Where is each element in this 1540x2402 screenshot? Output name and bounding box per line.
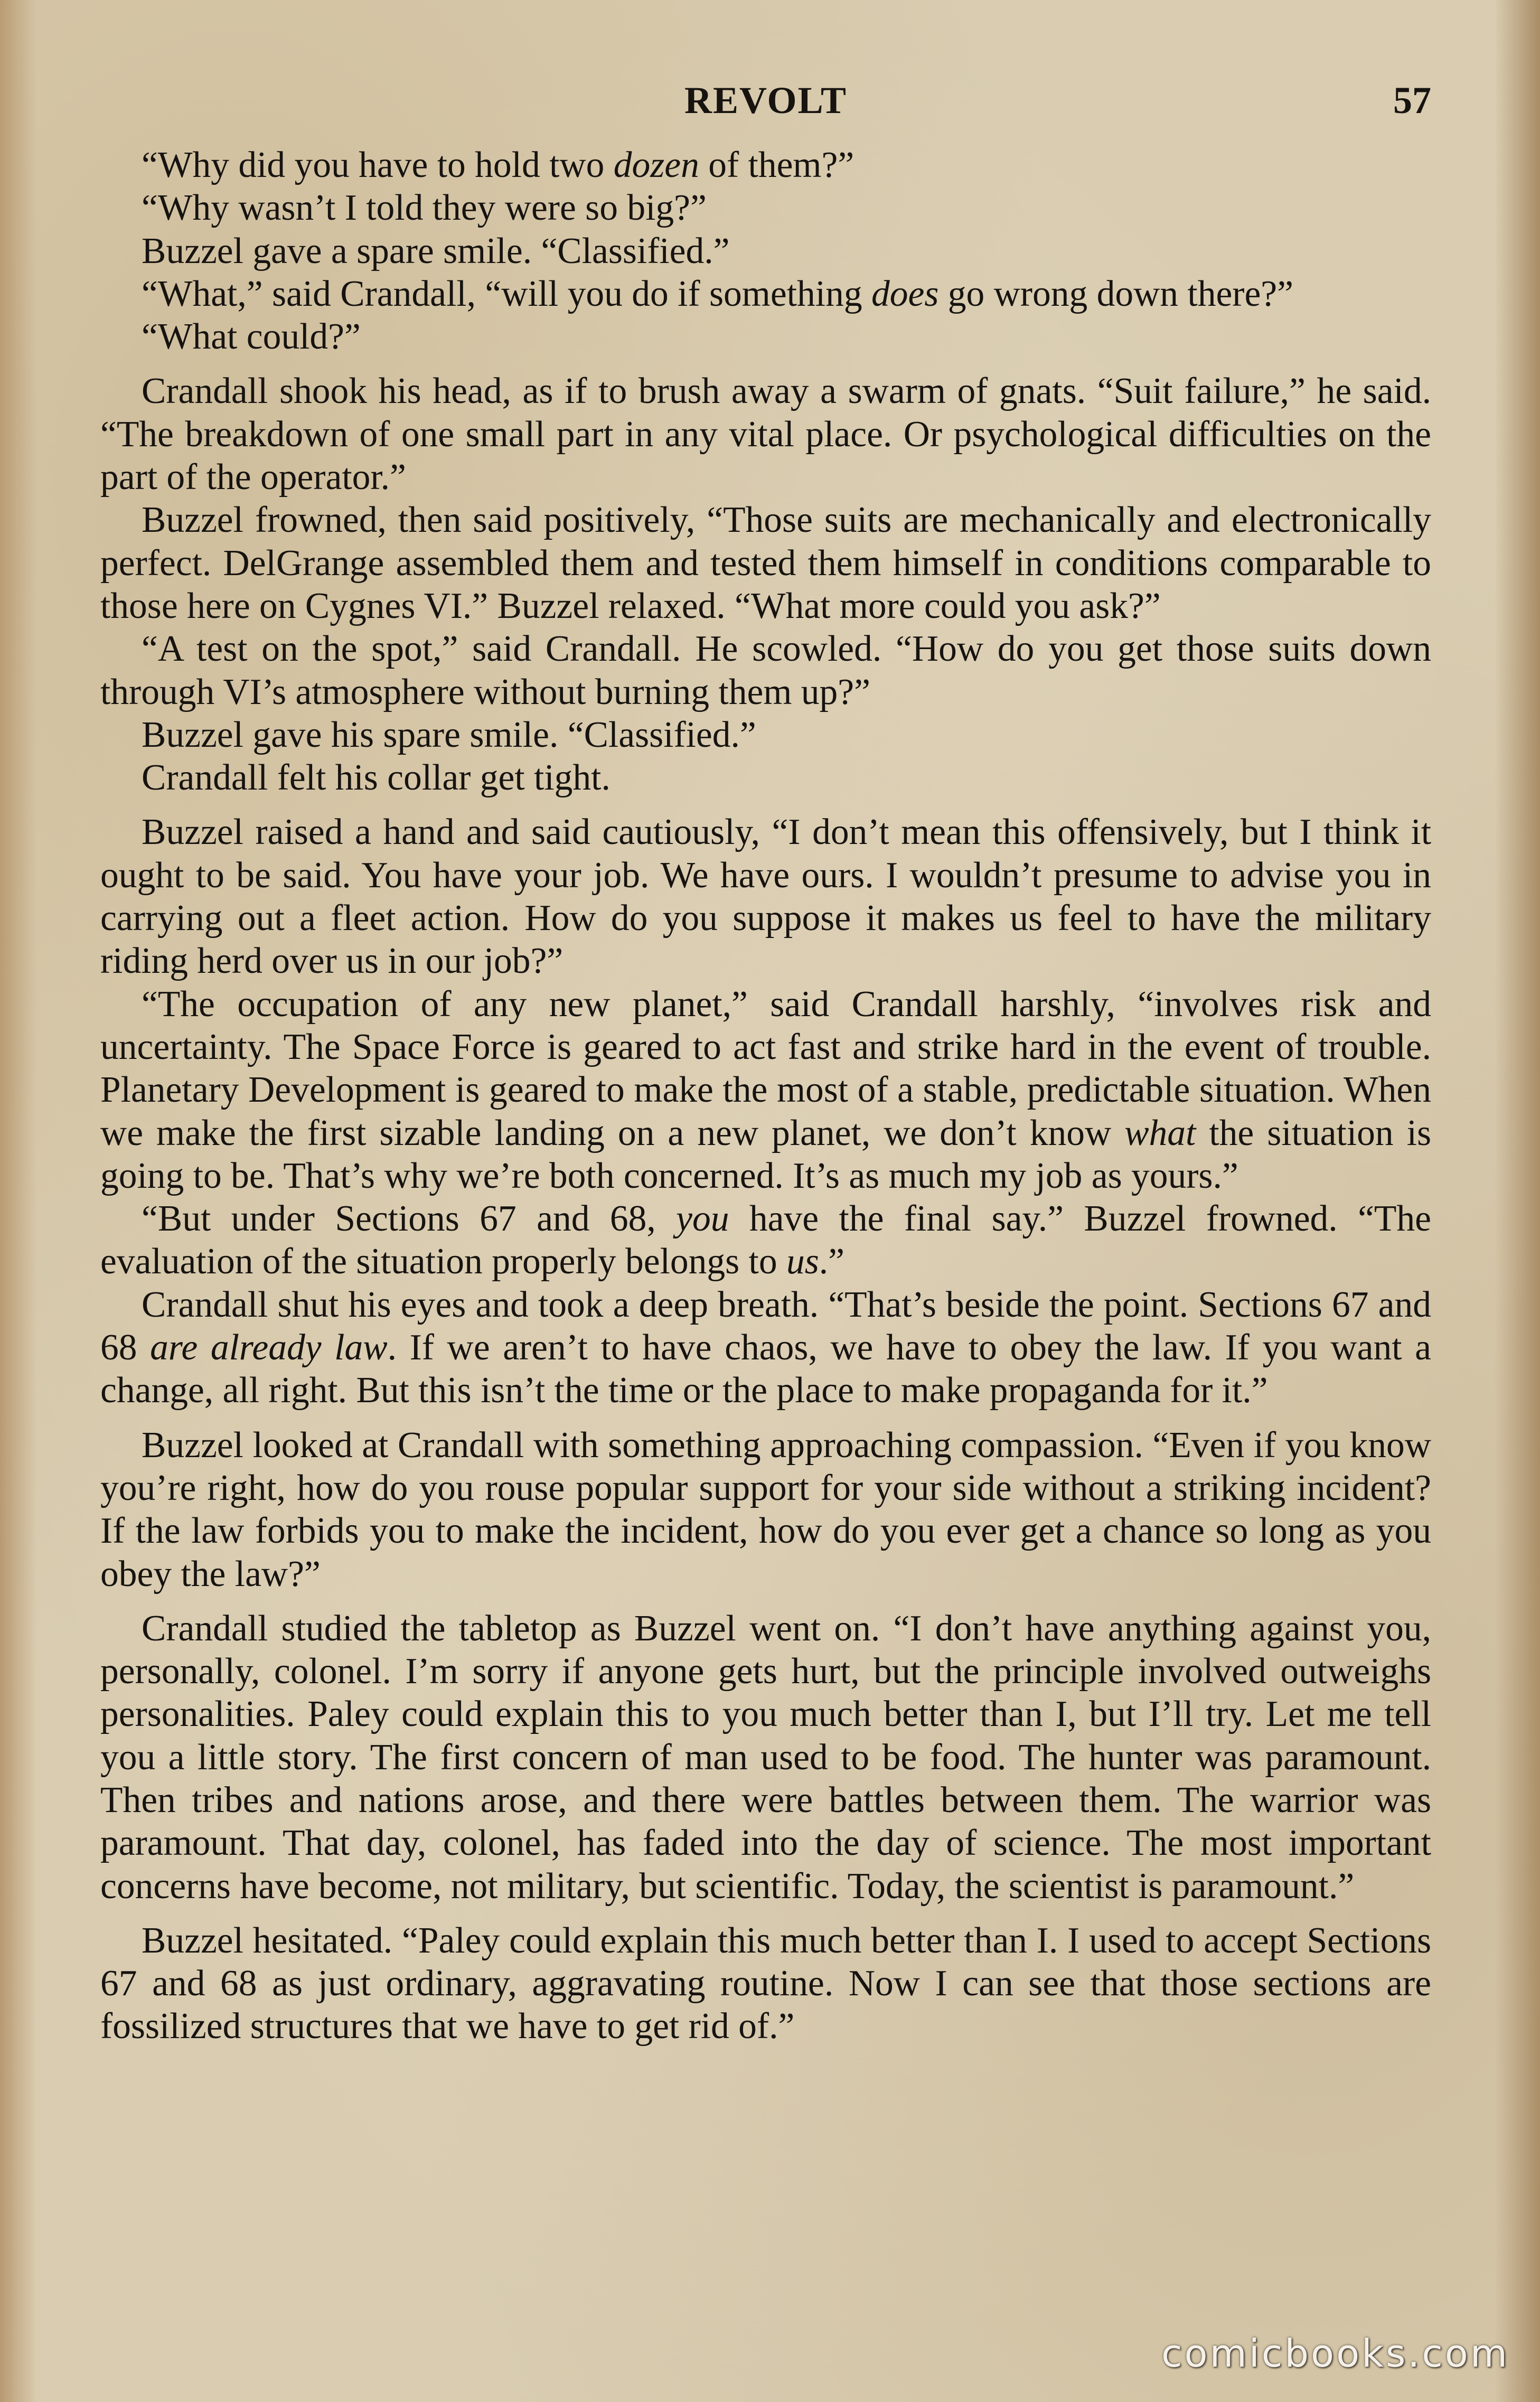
text-run: Buzzel raised a hand and said cautiously, “I don’t mean this offensively, but I think it ought to be said. You have your job. We have ours. I wouldn’t presume to advise you in carrying out a fleet action. How do you suppose it makes us feel to have the military riding herd over us in our job?” [100, 812, 1431, 982]
running-head [100, 77, 1431, 124]
paragraph [100, 714, 1431, 756]
text-run: “Why did you have to hold two [142, 145, 614, 185]
paragraph [100, 186, 1431, 229]
text-run: Buzzel gave his spare smile. “Classified.” [142, 714, 756, 755]
text-run: Buzzel hesitated. “Paley could explain this much better than I. I used to accept Sections 67 and 68 as just ordinary, aggravating routine. Now I can see that those sections are fossilized structures that we have to get rid of.” [100, 1920, 1431, 2047]
text-run: Crandall felt his collar get tight. [142, 757, 611, 799]
paragraph [100, 1607, 1431, 1908]
text-run: “Why wasn’t I told they were so big?” [142, 187, 707, 229]
text-run: . If we aren’t to have chaos, we have to obey the law. If you want a change, all right. But this isn’t the time or the place to make propaganda for it.” [100, 1327, 1432, 1411]
text-run: the situation is going to be. That’s why we’re both concerned. It’s as much my job as yours.” [100, 1112, 1431, 1196]
italic-run: what [1124, 1112, 1196, 1153]
paragraph [100, 1197, 1431, 1283]
paragraph [100, 370, 1431, 499]
text-run: “The occupation of any new planet,” said Crandall harshly, “involves risk and uncertainty. The Space Force is geared to act fast and strike hard in the event of trouble. Planetary Development is geared to make the most of a stable, predictable situation. When we make the first sizable landing on a new planet, we don’t know [100, 983, 1431, 1153]
text-run: “But under Sections 67 and 68, [142, 1198, 677, 1240]
paragraph [100, 1283, 1431, 1412]
italic-run: are already law [150, 1327, 388, 1368]
text-run: “What,” said Crandall, “will you do if something [142, 273, 871, 314]
paragraph [100, 315, 1431, 358]
text-run: have the final say.” Buzzel frowned. “The evaluation of the situation properly belongs to [100, 1198, 1431, 1282]
text-run: Buzzel frowned, then said positively, “Those suits are mechanically and electronically perfect. DelGrange assembled them and tested them himself in conditions comparable to those here on Cygnes VI.” Buzzel relaxed. “What more could you ask?” [100, 500, 1431, 626]
paragraph [100, 811, 1431, 982]
paragraph [100, 1424, 1431, 1596]
italic-run: dozen [613, 145, 699, 185]
italic-run: us [786, 1241, 819, 1282]
paragraph [100, 144, 1431, 186]
paragraph [100, 273, 1431, 315]
italic-run: does [871, 273, 939, 314]
text-run: go wrong down there?” [938, 273, 1293, 314]
body-text [100, 144, 1431, 2048]
page-number: 57 [1393, 79, 1431, 121]
paragraph [100, 230, 1431, 273]
text-run: Crandall shook his head, as if to brush away a swarm of gnats. “Suit failure,” he said. “The breakdown of one small part in any vital place. Or psychological difficulties on the part of the operator.” [100, 371, 1431, 498]
text-run: Buzzel gave a spare smile. “Classified.” [142, 230, 730, 271]
text-run: Buzzel looked at Crandall with something approaching compassion. “Even if you know you’re right, how do you rouse popular support for your side without a striking incident? If the law forbids you to make the incident, how do you ever get a chance so long as you obey the law?” [100, 1424, 1431, 1594]
text-run: Crandall shut his eyes and took a deep breath. “That’s beside the point. Sections 67 and 68 [100, 1284, 1431, 1368]
paragraph [100, 627, 1431, 714]
running-title: REVOLT [684, 79, 847, 121]
text-run: “A test on the spot,” said Crandall. He scowled. “How do you get those suits down through VI’s atmosphere without burning them up?” [100, 628, 1431, 712]
paragraph [100, 1919, 1431, 2048]
italic-run: you [676, 1198, 729, 1240]
paragraph [100, 756, 1431, 799]
text-run: .” [819, 1241, 845, 1282]
watermark: comicbooks.com [1161, 2331, 1509, 2376]
text-run: of them?” [699, 145, 854, 185]
text-run: Crandall studied the tabletop as Buzzel went on. “I don’t have anything against you, personally, colonel. I’m sorry if anyone gets hurt, but the principle involved outweighs personalities. Paley could explain this to you much better than I, but I’ll try. Let me tell you a little story. The first concern of man used to be food. The hunter was paramount. Then tribes and nations arose, and there were battles between them. The warrior was paramount. That day, colonel, has faded into the day of science. The most important concerns have become, not military, but scientific. Today, the scientist is paramount.” [100, 1608, 1431, 1907]
paragraph [100, 983, 1431, 1197]
text-run: “What could?” [142, 316, 361, 358]
paragraph [100, 499, 1431, 627]
